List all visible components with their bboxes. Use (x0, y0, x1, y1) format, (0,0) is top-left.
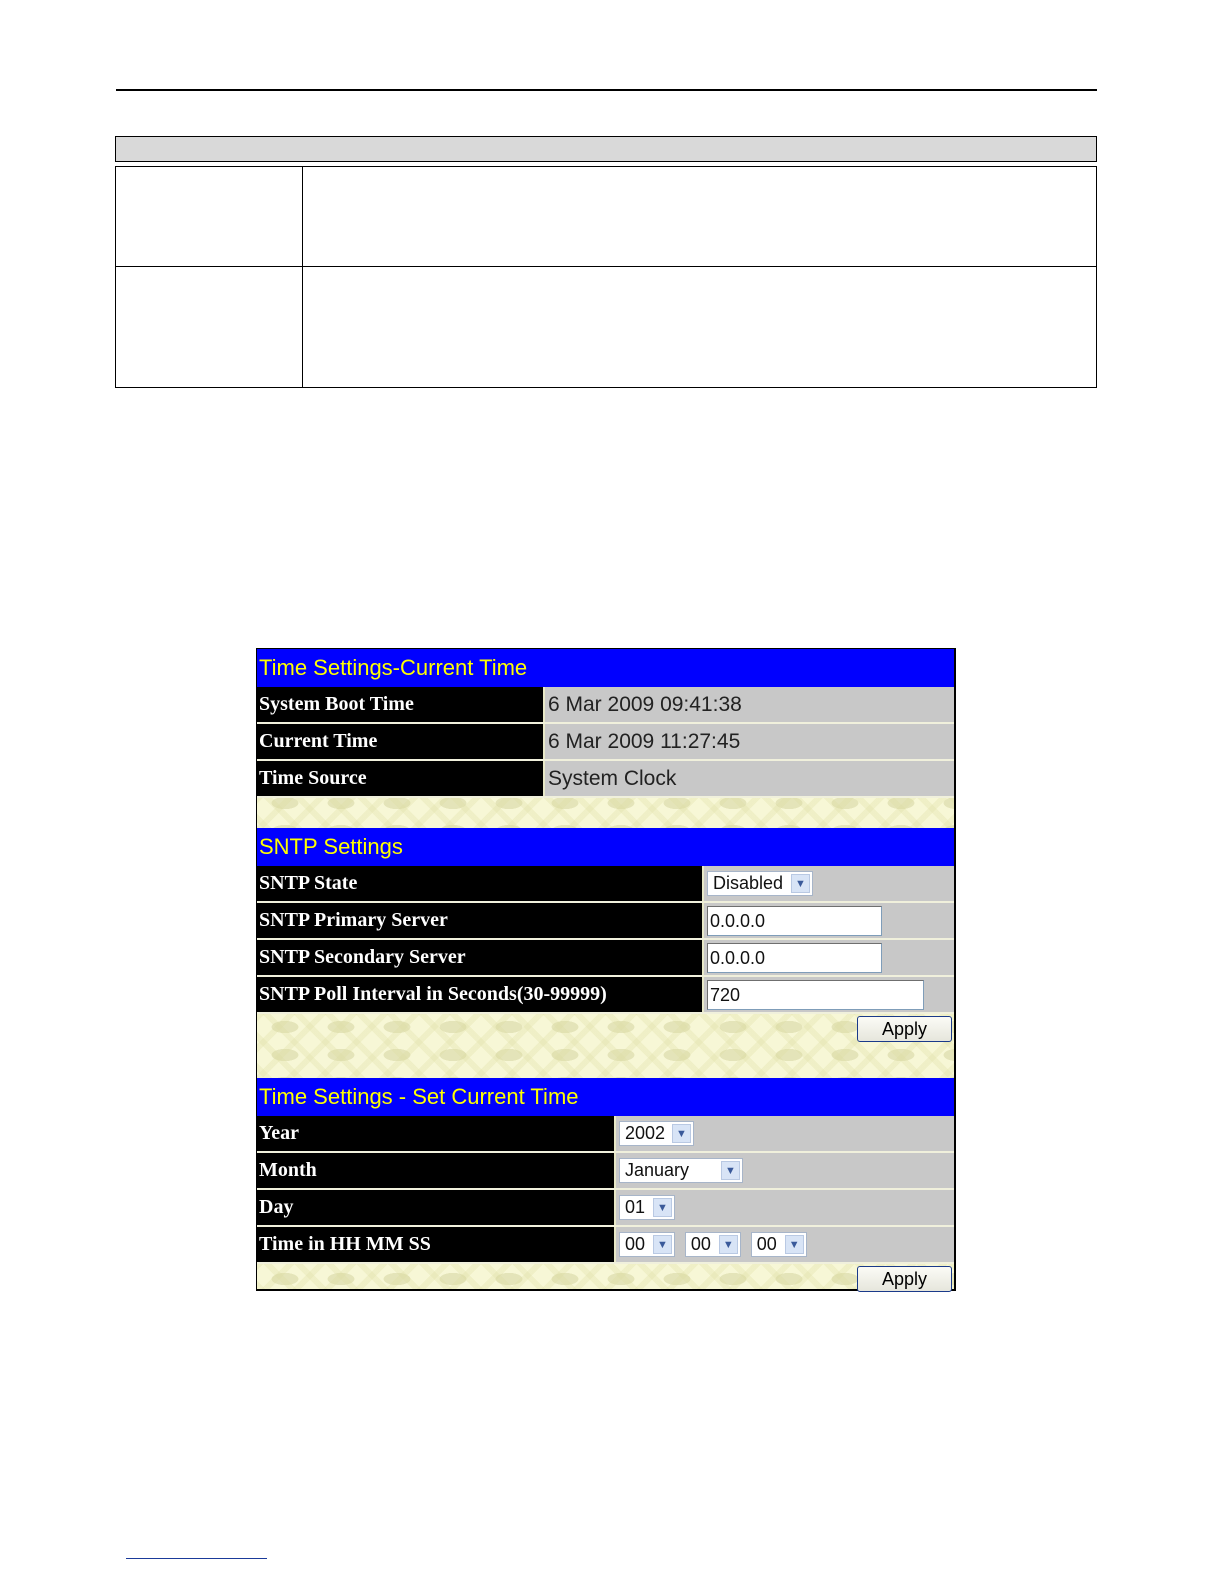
month-label: Month (257, 1152, 615, 1189)
day-label: Day (257, 1189, 615, 1226)
sntp-primary-label: SNTP Primary Server (257, 902, 703, 939)
chevron-down-icon: ▼ (721, 1161, 740, 1180)
second-select[interactable]: 00 ▼ (751, 1232, 807, 1257)
current-time-table (257, 687, 954, 798)
current-time-title: Time Settings-Current Time (257, 649, 954, 687)
sntp-apply-button[interactable]: Apply (857, 1016, 952, 1042)
header-rule (116, 89, 1097, 91)
row-label: System Boot Time (257, 687, 544, 723)
document-table-row (116, 266, 1096, 387)
chevron-down-icon: ▼ (791, 874, 810, 893)
chevron-down-icon: ▼ (785, 1235, 804, 1254)
row-label: Time Source (257, 760, 544, 797)
document-table-body (115, 166, 1097, 388)
sntp-settings-title: SNTP Settings (257, 828, 954, 866)
set-current-time-title: Time Settings - Set Current Time (257, 1078, 954, 1116)
document-table-header (115, 136, 1097, 162)
table-row (257, 723, 954, 760)
chevron-down-icon: ▼ (719, 1235, 738, 1254)
table-row (257, 1116, 954, 1152)
table-row (257, 687, 954, 723)
time-settings-panel (256, 648, 956, 1291)
table-row (257, 939, 954, 976)
minute-select[interactable]: 00 ▼ (685, 1232, 741, 1257)
set-time-apply-button[interactable]: Apply (857, 1266, 952, 1292)
sntp-settings-table (257, 866, 954, 1014)
year-label: Year (257, 1116, 615, 1152)
time-hhmmss-label: Time in HH MM SS (257, 1226, 615, 1263)
day-select[interactable]: 01 ▼ (619, 1195, 675, 1220)
document-table-row (116, 167, 1096, 266)
sntp-poll-input[interactable]: 720 (707, 980, 924, 1010)
sntp-state-select[interactable]: Disabled ▼ (707, 871, 813, 896)
document-table (115, 136, 1097, 388)
sntp-primary-input[interactable]: 0.0.0.0 (707, 906, 882, 936)
row-value: 6 Mar 2009 11:27:45 (544, 723, 954, 760)
set-current-time-table (257, 1116, 954, 1264)
sntp-secondary-input[interactable]: 0.0.0.0 (707, 943, 882, 973)
table-row (257, 1226, 954, 1263)
month-select[interactable]: January ▼ (619, 1158, 743, 1183)
row-label: Current Time (257, 723, 544, 760)
year-select[interactable]: 2002 ▼ (619, 1121, 694, 1146)
table-row (257, 1189, 954, 1226)
chevron-down-icon: ▼ (653, 1235, 672, 1254)
chevron-down-icon: ▼ (653, 1198, 672, 1217)
row-value: 6 Mar 2009 09:41:38 (544, 687, 954, 723)
table-row (257, 902, 954, 939)
table-row (257, 866, 954, 902)
table-row (257, 760, 954, 797)
sntp-state-label: SNTP State (257, 866, 703, 902)
chevron-down-icon: ▼ (672, 1124, 691, 1143)
sntp-poll-label: SNTP Poll Interval in Seconds(30-99999) (257, 976, 703, 1013)
row-value: System Clock (544, 760, 954, 797)
table-row (257, 1152, 954, 1189)
table-row (257, 976, 954, 1013)
footer-link-underline (126, 1558, 267, 1559)
sntp-secondary-label: SNTP Secondary Server (257, 939, 703, 976)
hour-select[interactable]: 00 ▼ (619, 1232, 675, 1257)
